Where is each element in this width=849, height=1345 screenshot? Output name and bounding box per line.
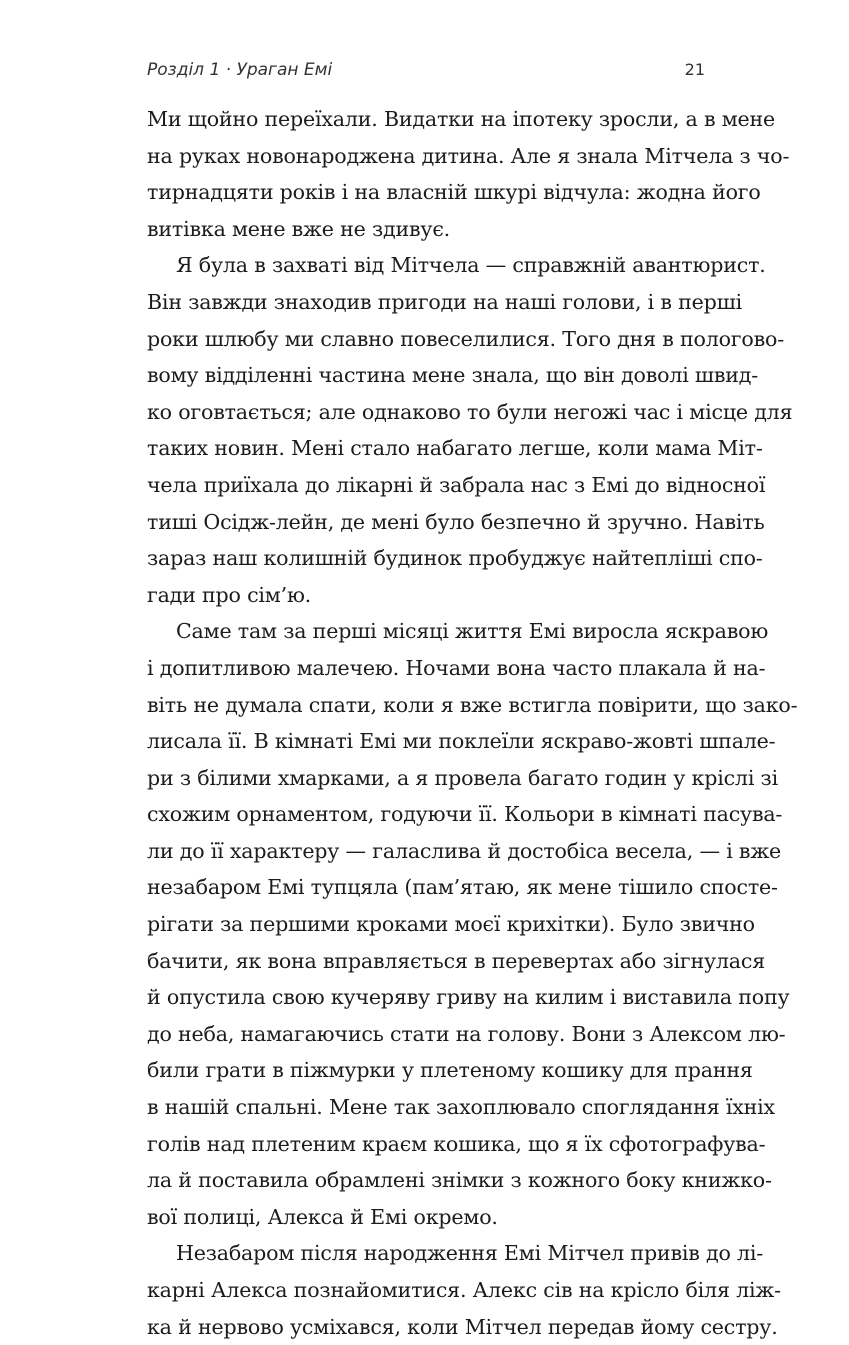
text-line: ка й нервово усміхався, коли Мітчел передав йому сестру. (147, 1314, 778, 1339)
text-line: карні Алекса познайомитися. Алекс сів на крісло біля ліж- (147, 1278, 781, 1302)
text-line: Ми щойно переїхали. Видатки на іпотеку зросли, а в мене (147, 107, 776, 131)
text-line: бачити, як вона вправляється в перевертах або зігнулася (147, 948, 766, 973)
text-line: витівка мене вже не здивує. (147, 216, 451, 241)
text-line: рігати за першими кроками моєї крихітки). Було звично (147, 912, 755, 937)
paragraph (147, 613, 798, 1235)
page-number: 21 (684, 60, 705, 79)
text-line: голів над плетеним краєм кошика, що я їх сфотографува- (147, 1131, 766, 1156)
text-line: тирнадцяти років і на власній шкурі відчула: жодна його (147, 180, 761, 205)
text-line: ли до її характеру — галаслива й достобіса весела, — і вже (147, 838, 782, 863)
text-line: вої полиці, Алекса й Емі окремо. (147, 1204, 498, 1229)
text-line: Саме там за перші місяці життя Емі виросла яскравою (176, 619, 769, 644)
text-line: віть не думала спати, коли я вже встигла повірити, що зако- (147, 692, 798, 717)
body-text (147, 101, 798, 1345)
running-header (147, 60, 705, 80)
text-line: лисала її. В кімнаті Емі ми поклеїли яскраво-жовті шпале- (147, 729, 776, 754)
paragraph (147, 247, 793, 613)
text-line: Я була в захваті від Мітчела — справжній авантюрист. (176, 253, 766, 278)
text-line: ла й поставила обрамлені знімки з кожного боку книжко- (147, 1168, 772, 1193)
text-line: незабаром Емі тупцяла (пам’ятаю, як мене тішило спосте- (147, 875, 778, 900)
text-line: зараз наш колишній будинок пробуджує найтепліші спо- (147, 546, 763, 571)
running-title: Розділ 1 · Ураган Емі (147, 60, 333, 80)
text-line: таких новин. Мені стало набагато легше, коли мама Міт- (147, 436, 763, 461)
text-line: і допитливою малечею. Ночами вона часто плакала й на- (147, 655, 766, 680)
text-line: били грати в піжмурки у плетеному кошику для прання (147, 1058, 753, 1083)
text-line: ко оговтається; але однаково то були негожі час і місце для (147, 399, 793, 424)
text-line: схожим орнаментом, годуючи її. Кольори в кімнаті пасува- (147, 802, 783, 827)
text-line: роки шлюбу ми славно повеселилися. Того дня в пологово- (147, 326, 784, 351)
text-line: до неба, намагаючись стати на голову. Вони з Алексом лю- (147, 1021, 786, 1046)
text-line: в нашій спальні. Мене так захоплювало споглядання їхніх (147, 1095, 775, 1120)
text-line: вому відділенні частина мене знала, що він доволі швид- (147, 363, 759, 388)
text-line: тиші Осідж-лейн, де мені було безпечно й зручно. Навіть (147, 509, 765, 534)
text-line: ри з білими хмарками, а я провела багато годин у кріслі зі (147, 765, 778, 790)
text-line: Він завжди знаходив пригоди на наші голови, і в перші (147, 289, 742, 314)
text-line: на руках новонароджена дитина. Але я знала Мітчела з чо- (147, 143, 790, 168)
text-line: Незабаром після народження Емі Мітчел привів до лі- (176, 1241, 764, 1266)
text-line: чела приїхала до лікарні й забрала нас з Емі до відносної (147, 472, 766, 497)
paragraph (147, 1235, 781, 1345)
text-line: гади про сім’ю. (147, 582, 312, 607)
paragraph (147, 101, 790, 247)
text-line: й опустила свою кучеряву гриву на килим і виставила попу (147, 985, 790, 1010)
